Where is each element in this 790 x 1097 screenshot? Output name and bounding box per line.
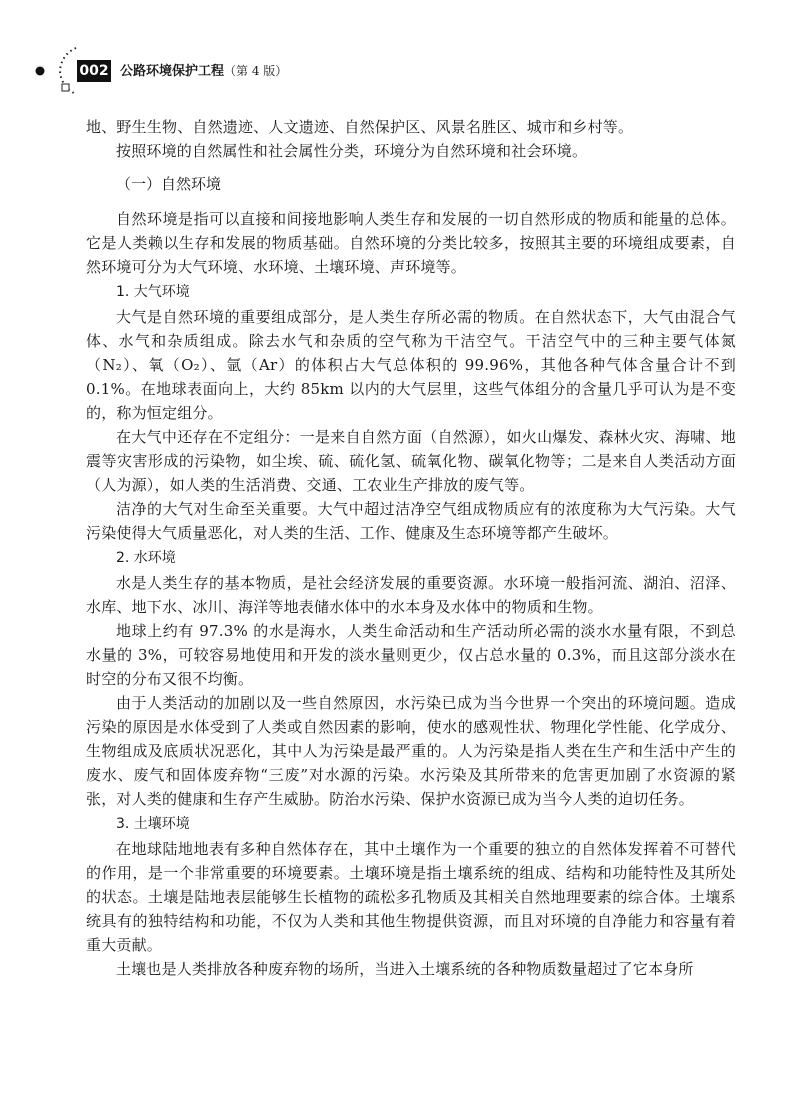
paragraph-water-definition: 水是人类生存的基本物质，是社会经济发展的重要资源。水环境一般指河流、湖泊、沼泽、水库、地下水、冰川、海洋等地表储水体中的水本身及水体中的物质和生物。 [86,574,736,616]
page-body [86,115,736,981]
paragraph-natural-environment: 自然环境是指可以直接和间接地影响人类生存和发展的一切自然形成的物质和能量的总体。它是人类赖以生存和发展的物质基础。自然环境的分类比较多，按照其主要的环境组成要素，自然环境可分为大气环境、水环境、土壤环境、声环境等。 [86,210,736,276]
paragraph-continued: 地、野生生物、自然遗迹、人文遗迹、自然保护区、风景名胜区、城市和乡村等。 [86,118,634,136]
paragraph-water-pollution: 由于人类活动的加剧以及一些自然原因，水污染已成为当今世界一个突出的环境问题。造成污染的原因是水体受到了人类或自然因素的影响，使水的感观性状、物理化学性能、化学成分、生物组成及底质状况恶化，其中人为污染是最严重的。人为污染是指人类在生产和生活中产生的废水、废气和固体废弃物“三废”对水源的污染。水污染及其所带来的危害更加剧了水资源的紧张，对人类的健康和生存产生威胁。防治水污染、保护水资源已成为当今人类的迫切任务。 [86,694,736,808]
section-heading-natural-environment: （一）自然环境 [116,175,222,193]
paragraph-atmosphere-pollution: 洁净的大气对生命至关重要。大气中超过洁净空气组成物质应有的浓度称为大气污染。大气污染使得大气质量恶化，对人类的生活、工作、健康及生态环境等都产生破坏。 [86,500,736,542]
running-header [0,40,790,100]
paragraph-atmosphere-variable: 在大气中还存在不定组分：一是来自自然方面（自然源），如火山爆发、森林火灾、海啸、地震等灾害形成的污染物，如尘埃、硫、硫化氢、硫氧化物、碳氧化物等；二是来自人类活动方面（人为源），如人类的生活消费、交通、工农业生产排放的废气等。 [86,428,736,494]
page-number: 002 [77,60,111,82]
subsection-heading-soil: 3. 土壤环境 [116,816,190,832]
paragraph-soil-waste: 土壤也是人类排放各种废弃物的场所，当进入土壤系统的各种物质数量超过了它本身所 [116,960,694,978]
paragraph-soil-definition: 在地球陆地地表有多种自然体存在，其中土壤作为一个重要的独立的自然体发挥着不可替代的作用，是一个非常重要的环境要素。土壤环境是指土壤系统的组成、结构和功能特性及其所处的状态。土壤是陆地表层能够生长植物的疏松多孔物质及其相关自然地理要素的综合体。土壤系统具有的独特结构和功能，不仅为人类和其他生物提供资源，而且对环境的自净能力和容量有着重大贡献。 [86,840,736,954]
paragraph-classification: 按照环境的自然属性和社会属性分类，环境分为自然环境和社会环境。 [116,142,588,160]
book-title [120,60,287,82]
subsection-heading-atmosphere: 1. 大气环境 [116,284,190,300]
book-title-text: 公路环境保护工程 [120,64,225,79]
subsection-heading-water: 2. 水环境 [116,550,176,566]
book-edition: （第 4 版） [224,64,288,78]
paragraph-atmosphere-composition: 大气是自然环境的重要组成部分，是人类生存所必需的物质。在自然状态下，大气由混合气体、水气和杂质组成。除去水气和杂质的空气称为干洁空气。干洁空气中的三种主要气体氮（N₂）、氧（O₂）、氩（Ar）的体积占大气总体积的 99.96%，其他各种气体含量合计不到 0.1%。在地球表面向上，大约 85km 以内的大气层里，这些气体组分的含量几乎可认为是不变的，称为恒定组分。 [86,308,736,422]
paragraph-water-distribution: 地球上约有 97.3% 的水是海水，人类生命活动和生产活动所必需的淡水水量有限，不到总水量的 3%，可较容易地使用和开发的淡水量则更少，仅占总水量的 0.3%，而且这部分淡水在时空的分布又很不均衡。 [86,622,736,688]
